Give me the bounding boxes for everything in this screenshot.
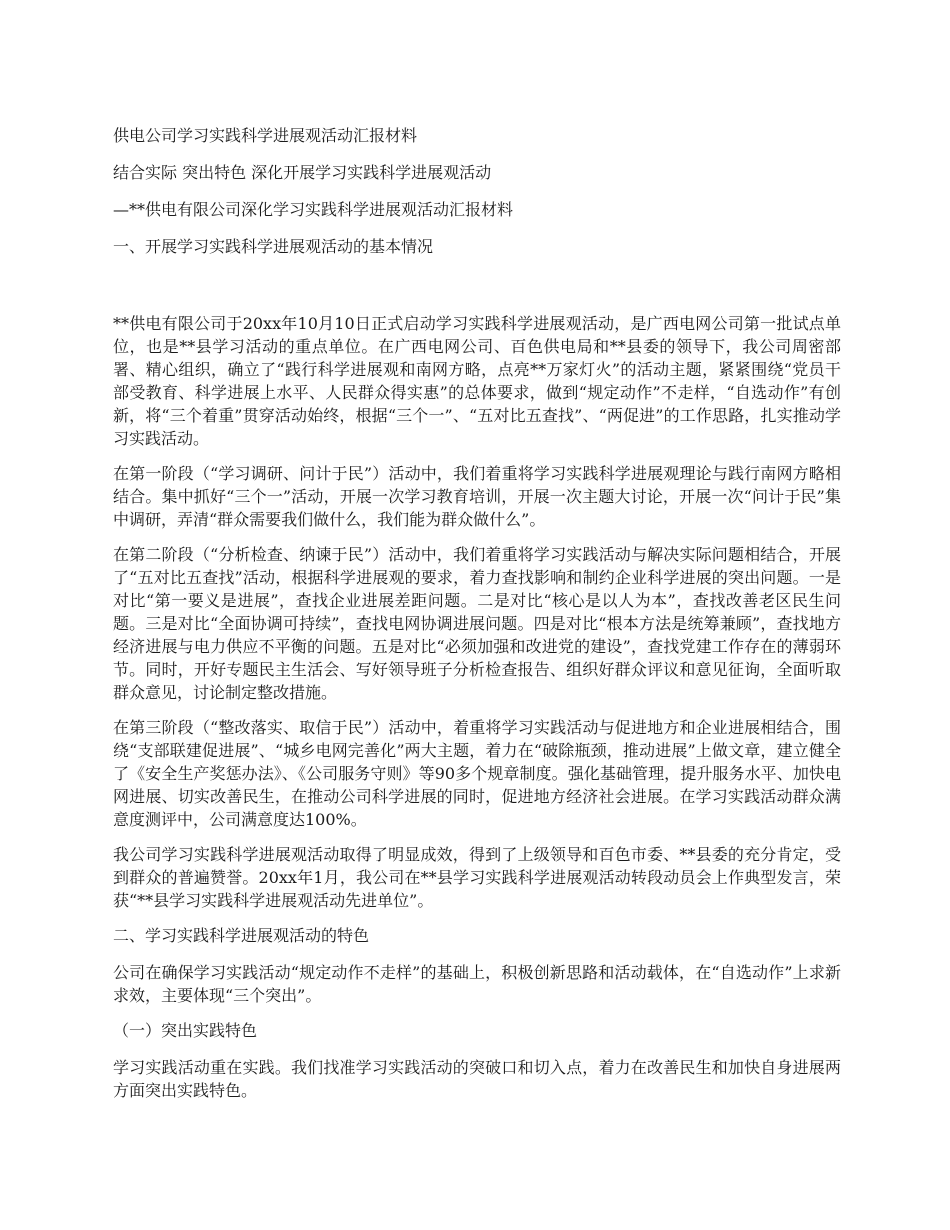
paragraph-stage-1: 在第一阶段（“学习调研、问计于民”）活动中，我们着重将学习实践科学进展观理论与践行南网方略相结合。集中抓好“三个一”活动，开展一次学习教育培训，开展一次主题大讨论，开展一次“问计于民”集中调研，弄清“群众需要我们做什么，我们能为群众做什么”。 bbox=[113, 464, 841, 529]
paragraph-results: 我公司学习实践科学进展观活动取得了明显成效，得到了上级领导和百色市委、**县委的充分肯定，受到群众的普遍赞誉。20xx年1月，我公司在**县学习实践科学进展观活动转段动员会上作典型发言，荣获“**县学习实践科学进展观活动先进单位”。 bbox=[113, 845, 841, 910]
paragraph-stage-2: 在第二阶段（“分析检查、纳谏于民”）活动中，我们着重将学习实践活动与解决实际问题相结合，开展了“五对比五查找”活动，根据科学进展观的要求，着力查找影响和制约企业科学进展的突出问题。一是对比“第一要义是进展”，查找企业进展差距问题。二是对比“核心是以人为本”，查找改善老区民生问题。三是对比“全面协调可持续”，查找电网协调进展问题。四是对比“根本方法是统筹兼顾”，查找地方经济进展与电力供应不平衡的问题。五是对比“必须加强和改进党的建设”，查找党建工作存在的薄弱环节。同时，开好专题民主生活会、写好领导班子分析检查报告、组织好群众评议和意见征询，全面听取群众意见，讨论制定整改措施。 bbox=[113, 545, 841, 702]
document-body bbox=[113, 124, 841, 1114]
section-heading-2: 二、学习实践科学进展观活动的特色 bbox=[113, 926, 370, 945]
spacer bbox=[113, 272, 841, 312]
section-heading-1: 一、开展学习实践科学进展观活动的基本情况 bbox=[113, 237, 434, 256]
subsection-heading-1: （一）突出实践特色 bbox=[113, 1021, 258, 1040]
paragraph-overview: **供电有限公司于20xx年10月10日正式启动学习实践科学进展观活动，是广西电网公司第一批试点单位，也是**县学习活动的重点单位。在广西电网公司、百色供电局和**县委的领导下，我公司周密部署、精心组织，确立了“践行科学进展观和南网方略，点亮**万家灯火”的活动主题，紧紧围绕“党员干部受教育、科学进展上水平、人民群众得实惠”的总体要求，做到“规定动作”不走样，“自选动作”有创新，将“三个着重”贯穿活动始终，根据“三个一”、“五对比五查找”、“两促进”的工作思路，扎实推动学习实践活动。 bbox=[113, 314, 841, 448]
document-title: 供电公司学习实践科学进展观活动汇报材料 bbox=[113, 126, 418, 145]
document-byline: —**供电有限公司深化学习实践科学进展观活动汇报材料 bbox=[113, 200, 514, 219]
paragraph-features: 公司在确保学习实践活动“规定动作不走样”的基础上，积极创新思路和活动载体，在“自选动作”上求新求效，主要体现“三个突出”。 bbox=[113, 963, 841, 1005]
paragraph-practice: 学习实践活动重在实践。我们找准学习实践活动的突破口和切入点，着力在改善民生和加快自身进展两方面突出实践特色。 bbox=[113, 1058, 841, 1100]
document-subtitle: 结合实际 突出特色 深化开展学习实践科学进展观活动 bbox=[113, 163, 492, 182]
paragraph-stage-3: 在第三阶段（“整改落实、取信于民”）活动中，着重将学习实践活动与促进地方和企业进展相结合，围绕“支部联建促进展”、“城乡电网完善化”两大主题，着力在“破除瓶颈，推动进展”上做文章，建立健全了《安全生产奖惩办法》、《公司服务守则》等90多个规章制度。强化基础管理，提升服务水平、加快电网进展、切实改善民生，在推动公司科学进展的同时，促进地方经济社会进展。在学习实践活动群众满意度测评中，公司满意度达100%。 bbox=[113, 718, 841, 829]
